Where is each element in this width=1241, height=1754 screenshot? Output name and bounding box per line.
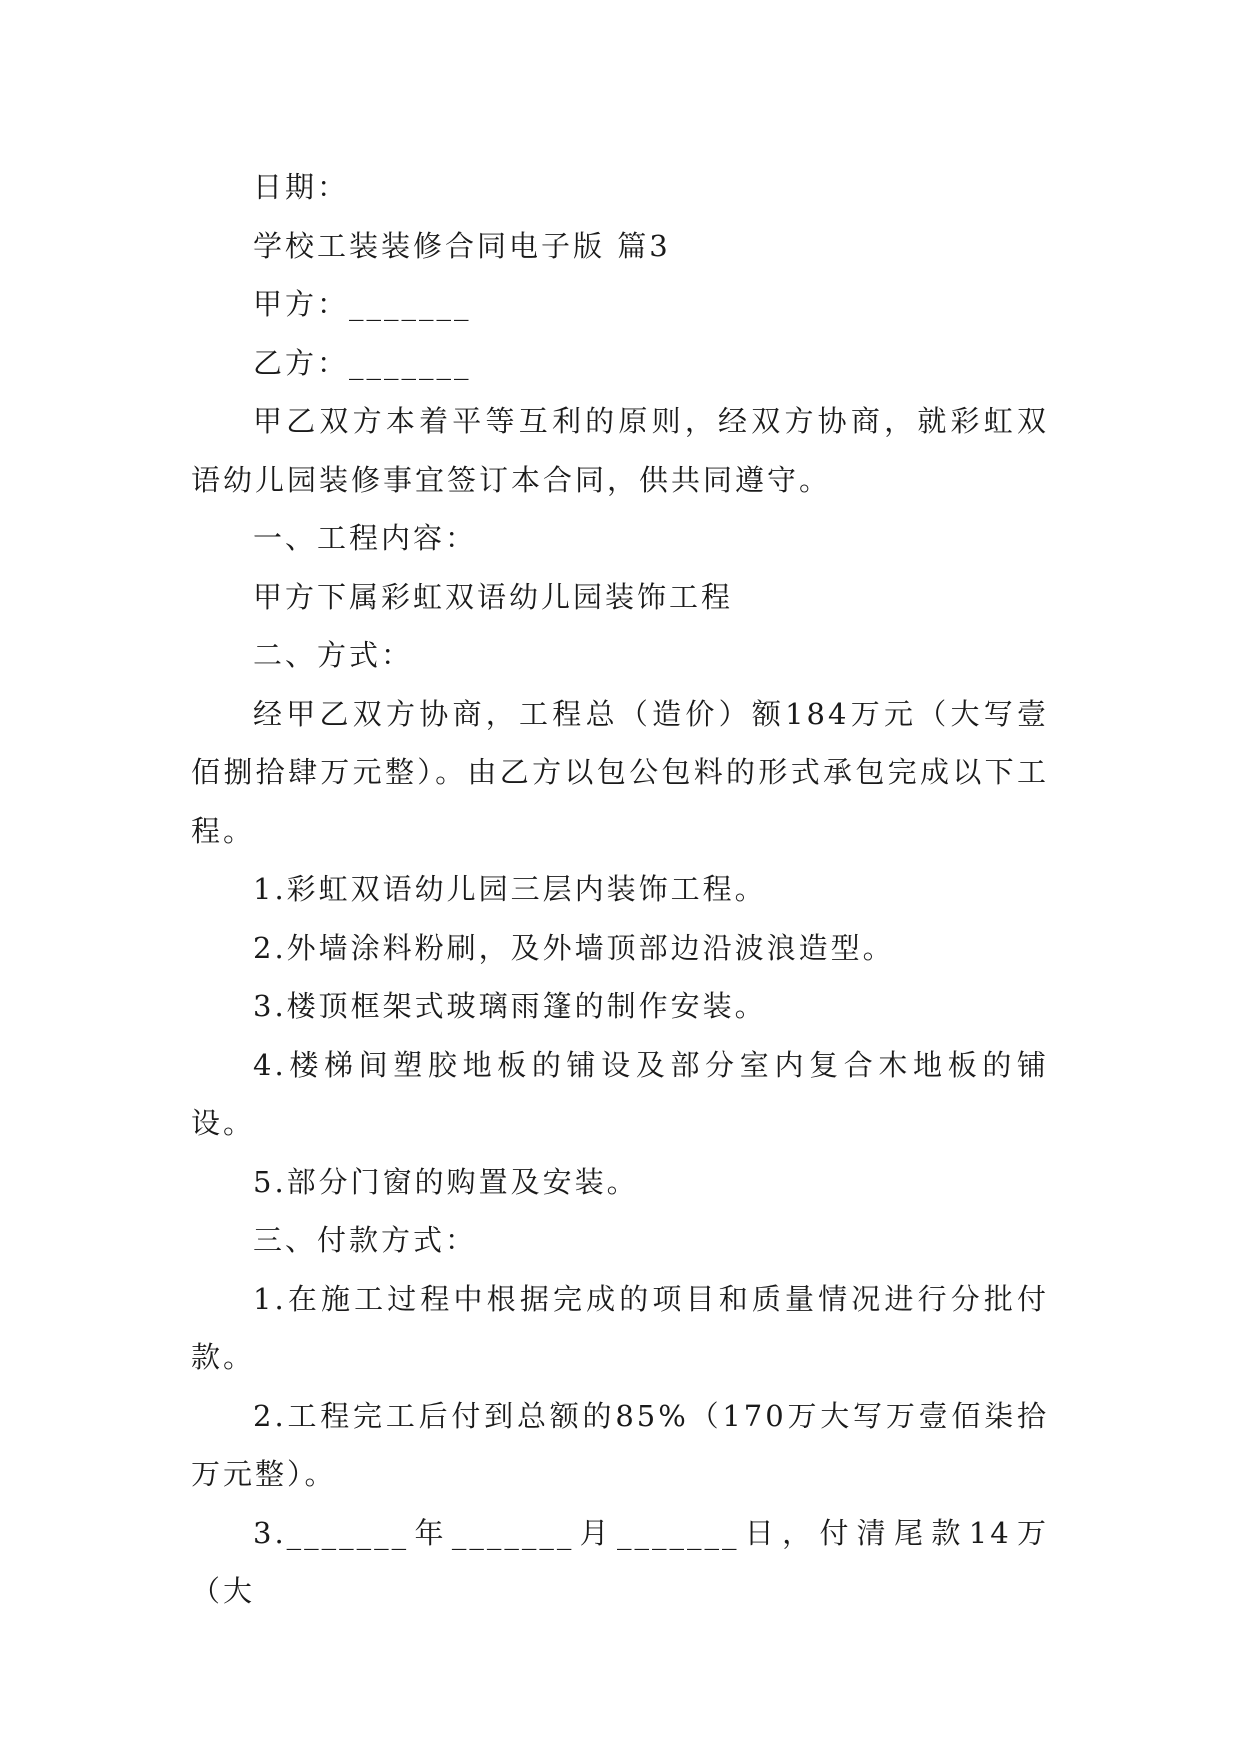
scope-item-5: 5.部分门窗的购置及安装。: [253, 1164, 639, 1199]
scope-item-4: 4.楼梯间塑胶地板的铺设及部分室内复合木地板的铺设。: [191, 1047, 1049, 1140]
payment-item-3: 3._______年_______月_______日，付清尾款14万（大: [191, 1515, 1049, 1608]
scope-item-1: 1.彩虹双语幼儿园三层内装饰工程。: [253, 872, 767, 906]
payment-item-2: 2.工程完工后付到总额的85%（170万大写万壹佰柒拾万元整）。: [191, 1398, 1049, 1491]
document-body: [191, 158, 1049, 1621]
payment-item-1: 1.在施工过程中根据完成的项目和质量情况进行分批付款。: [191, 1281, 1049, 1374]
section-heading-method: 二、方式：: [253, 638, 414, 672]
section-heading-payment: 三、付款方式：: [253, 1223, 478, 1257]
scope-item-2: 2.外墙涂料粉刷，及外墙顶部边沿波浪造型。: [253, 930, 895, 965]
section-heading-project-content: 一、工程内容：: [253, 521, 478, 555]
date-line: 日期：: [253, 170, 350, 204]
party-a-line: 甲方：_______: [253, 287, 472, 321]
project-description: 甲方下属彩虹双语幼儿园装饰工程: [253, 579, 734, 614]
party-b-line: 乙方：_______: [253, 345, 472, 380]
preamble-paragraph: 甲乙双方本着平等互利的原则，经双方协商，就彩虹双语幼儿园装修事宜签订本合同，供共同遵守。: [191, 404, 1049, 497]
scope-item-3: 3.楼顶框架式玻璃雨篷的制作安装。: [253, 989, 767, 1023]
contract-title: 学校工装装修合同电子版 篇3: [253, 228, 671, 263]
method-paragraph: 经甲乙双方协商，工程总（造价）额184万元（大写壹佰捌拾肆万元整）。由乙方以包公包料的形式承包完成以下工程。: [191, 696, 1049, 848]
